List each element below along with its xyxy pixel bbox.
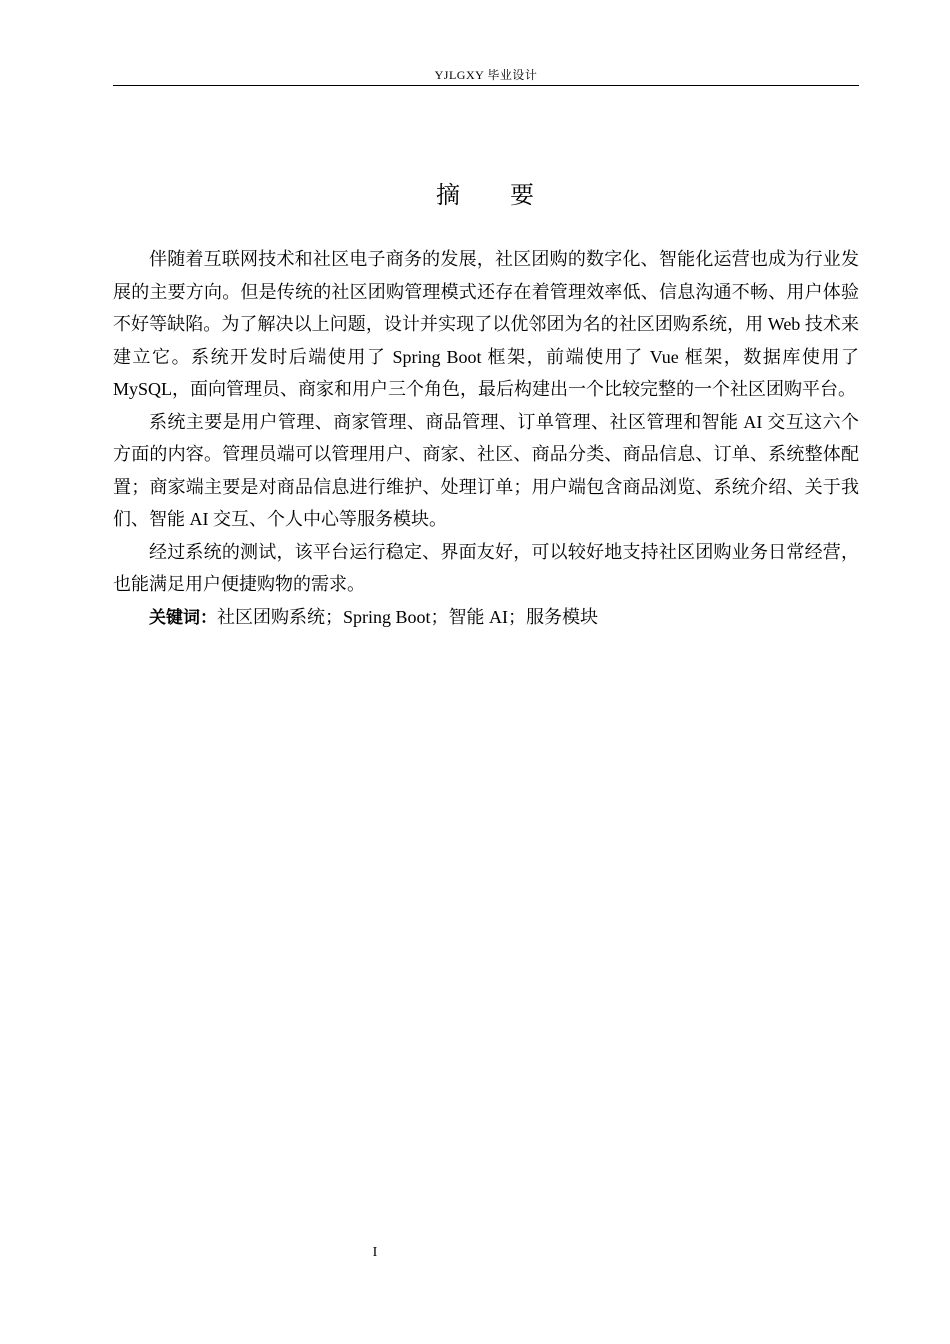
abstract-paragraph-3: 经过系统的测试，该平台运行稳定、界面友好，可以较好地支持社区团购业务日常经营，也能满足用户便捷购物的需求。	[113, 541, 859, 594]
keywords-text: 社区团购系统；Spring Boot；智能 AI；服务模块	[217, 606, 599, 627]
running-header: YJLGXY 毕业设计	[434, 68, 538, 82]
header-rule	[113, 85, 859, 86]
abstract-title	[113, 178, 859, 212]
keywords-label: 关键词：	[149, 607, 217, 628]
title-char-2: 要	[510, 181, 536, 209]
page-number: I	[372, 1245, 378, 1260]
title-char-1: 摘	[436, 181, 462, 209]
abstract-body	[113, 243, 859, 634]
abstract-paragraph-2: 系统主要是用户管理、商家管理、商品管理、订单管理、社区管理和智能 AI 交互这六个方面的内容。管理员端可以管理用户、商家、社区、商品分类、商品信息、订单、系统整体配置；商家端主要是对商品信息进行维护、处理订单；用户端包含商品浏览、系统介绍、关于我们、智能 AI 交互、个人中心等服务模块。	[113, 411, 859, 529]
keywords-line	[113, 601, 859, 635]
abstract-paragraph-1: 伴随着互联网技术和社区电子商务的发展，社区团购的数字化、智能化运营也成为行业发展的主要方向。但是传统的社区团购管理模式还存在着管理效率低、信息沟通不畅、用户体验不好等缺陷。为了解决以上问题，设计并实现了以优邻团为名的社区团购系统，用 Web 技术来建立它。系统开发时后端使用了 Spring Boot 框架，前端使用了 Vue 框架，数据库使用了 MySQL，面向管理员、商家和用户三个角色，最后构建出一个比较完整的一个社区团购平台。	[113, 249, 859, 399]
